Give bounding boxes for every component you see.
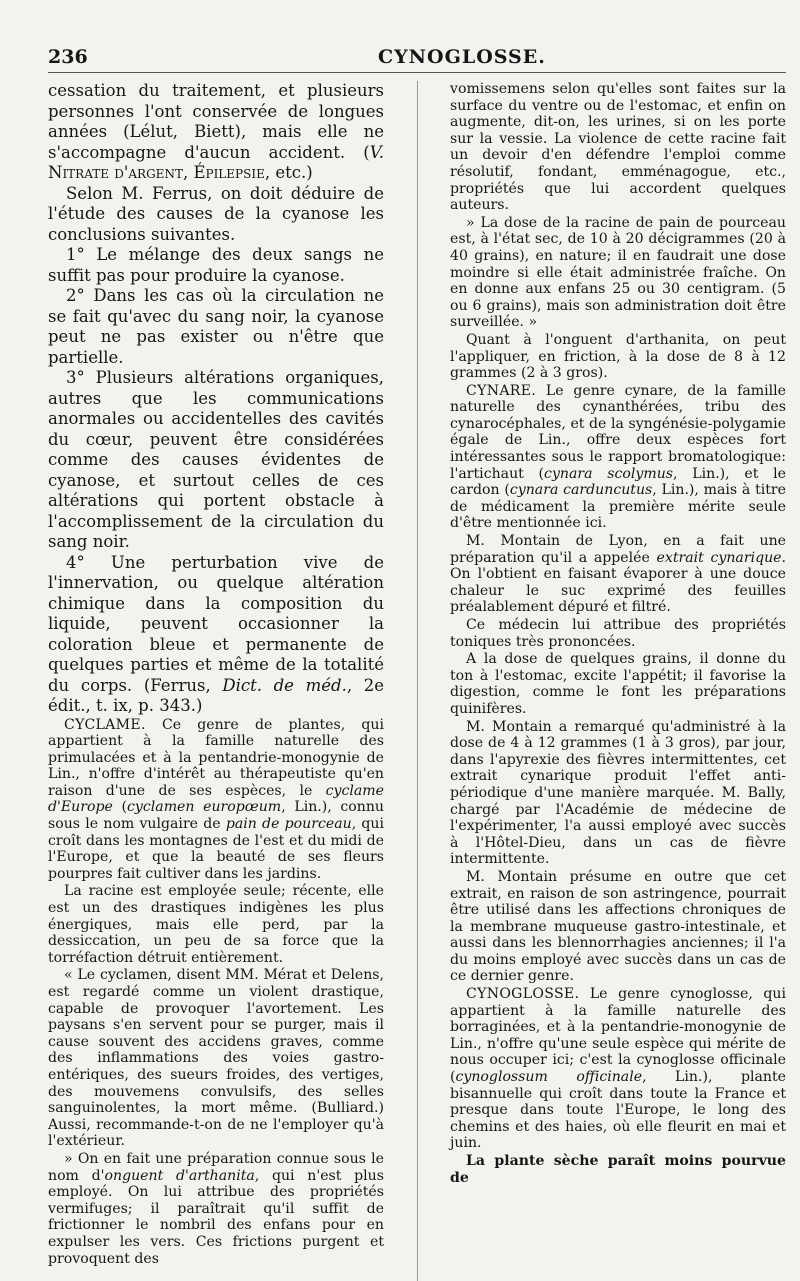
entry-head-cyclame: CYCLAME. [64, 716, 146, 733]
paragraph-conclusion-4: 4° Une perturbation vive de l'innervation, ou quelque altération chimique dans la composition du liquide, peuvent occasionner la coloration bleue et permanente de quelques parties et même de la totalité du corps. (Ferrus, Dict. de méd., 2e édit., t. ix, p. 343.) [48, 552, 384, 715]
paragraph-plante-seche: La plante sèche paraît moins pourvue de [450, 1153, 786, 1186]
paragraph-dose-racine: » La dose de la racine de pain de pourceau est, à l'état sec, de 10 à 20 décigrammes (20 à 40 grains), en nature; il en faudrait une dose moindre si elle était administrée fraîche. On en donne aux enfans 25 ou 30 centigram. (5 ou 6 grains), mais son administration doit être surveillée. » [450, 214, 786, 331]
right-column [450, 81, 786, 1186]
paragraph-montain-presume: M. Montain présume en outre que cet extrait, en raison de son astringence, pourrait être utilisé dans les affections chroniques de la membrane muqueuse gastro-intestinale, et aussi dans les blennorrhagies anciennes; il l'a du moins employé avec succès dans un cas de ce dernier genre. [450, 868, 786, 985]
paragraph-proprietes-toniques: Ce médecin lui attribue des propriétés toniques très prononcées. [450, 617, 786, 650]
entry-cynare: CYNARE. Le genre cynare, de la famille naturelle des cynanthérées, tribu des cynarocéphales, et de la syngénésie-polygamie égale de Lin., offre deux espèces fort intéressantes sous le rapport bromatologique: l'artichaut (cynara scolymus, Lin.), et le cardon (cynara carduncutus, Lin.), mais à titre de médicament la première mérite seule d'être mentionnée ici. [450, 382, 786, 532]
running-head: CYNOGLOSSE. [378, 46, 546, 68]
page-number: 236 [48, 46, 88, 68]
paragraph-dose-grains: A la dose de quelques grains, il donne du ton à l'estomac, excite l'appétit; il favorise la digestion, comme le font les préparations quinifères. [450, 651, 786, 717]
paragraph-racine: La racine est employée seule; récente, elle est un des drastiques indigènes les plus énergiques, mais elle perd, par la dessiccation, un peu de sa force que la torréfaction détruit entièrement. [48, 883, 384, 966]
page-header [48, 44, 786, 73]
paragraph-onguent: » On en fait une préparation connue sous le nom d'onguent d'arthanita, qui n'est plus employé. On lui attribue des propriétés vermifuges; il paraîtrait qu'il suffit de frictionner le nombril des enfans pour en expulser les vers. Ces frictions purgent et provoquent des [48, 1150, 384, 1267]
entry-head-cynoglosse: CYNOGLOSSE. [466, 986, 580, 1003]
paragraph-conclusion-3: 3° Plusieurs altérations organiques, autres que les communications anormales ou accidentelles des cavités du cœur, peuvent être considérées comme des causes évidentes de cyanose, et surtout celles de ces altérations qui portent obstacle à l'accomplissement de la circulation du sang noir. [48, 368, 384, 551]
small-type-section-right [450, 81, 786, 1186]
two-column-body [48, 81, 786, 1281]
paragraph-cyanose-treatment: cessation du traitement, et plusieurs personnes l'ont conservée de longues années (Lélut, Biett), mais elle ne s'accompagne d'aucun accident. (V. Nitrate d'argent, Épilepsie, etc.) [48, 81, 384, 182]
column-divider [417, 81, 418, 1281]
small-type-section-left [48, 717, 384, 1268]
paragraph-montain-preparation: M. Montain de Lyon, en a fait une préparation qu'il a appelée extrait cynarique. On l'obtient en faisant évaporer à une douce chaleur le suc exprimé des feuilles préalablement dépuré et filtré. [450, 533, 787, 616]
left-column [48, 81, 384, 1267]
paragraph-ferrus-conclusions: Selon M. Ferrus, on doit déduire de l'étude des causes de la cyanose les conclusions suivantes. [48, 183, 384, 244]
entry-head-cynare: CYNARE. [466, 382, 537, 399]
entry-cynoglosse: CYNOGLOSSE. Le genre cynoglosse, qui appartient à la famille naturelle des borraginées, et à la pentandrie-monogynie de Lin., n'offre qu'une seule espèce qui mérite de nous occuper ici; c'est la cynoglosse officinale (cynoglossum officinale, Lin.), plante bisannuelle qui croît dans toute la France et presque dans toute l'Europe, le long des chemins et des haies, où elle fleurit en mai et juin. [450, 986, 786, 1152]
paragraph-merat-delens: « Le cyclamen, disent MM. Mérat et Delens, est regardé comme un violent drastique, capable de provoquer l'avortement. Les paysans s'en servent pour se purger, mais il cause souvent des accidens graves, comme des inflammations des voies gastro-entériques, des sueurs froides, des vertiges, des mouvemens convulsifs, des selles sanguinolentes, la mort même. (Bulliard.) Aussi, recommande-t-on de ne l'employer qu'à l'extérieur. [48, 967, 384, 1150]
entry-cyclame: CYCLAME. Ce genre de plantes, qui appartient à la famille naturelle des primulacées et à la pentandrie-monogynie de Lin., n'offre d'intérêt au thérapeutiste qu'en raison d'une de ses espèces, le cyclame d'Europe (cyclamen europœum, Lin.), connu sous le nom vulgaire de pain de pourceau, qui croît dans les montagnes de l'est et du midi de l'Europe, et que la beauté de ses fleurs pourpres fait cultiver dans les jardins. [48, 716, 385, 882]
paragraph-conclusion-1: 1° Le mélange des deux sangs ne suffit pas pour produire la cyanose. [48, 245, 384, 285]
large-type-section [48, 81, 384, 717]
paragraph-montain-remarque: M. Montain a remarqué qu'administré à la dose de 4 à 12 grammes (1 à 3 gros), par jour, dans l'apyrexie des fièvres intermittentes, cet extrait cynarique produit l'effet anti-périodique d'une manière marquée. M. Bally, chargé par l'Académie de médecine de l'expérimenter, l'a aussi employé avec succès à l'Hôtel-Dieu, dans un cas de fièvre intermittente. [450, 718, 786, 868]
paragraph-onguent-application: Quant à l'onguent d'arthanita, on peut l'appliquer, en friction, à la dose de 8 à 12 grammes (2 à 3 gros). [450, 331, 786, 382]
paragraph-vomissemens: vomissemens selon qu'elles sont faites sur la surface du ventre ou de l'estomac, et enfin on augmente, dit-on, les urines, si on les porte sur la vessie. La violence de cette racine fait un devoir d'en défendre l'emploi comme résolutif, fondant, emménagogue, etc., propriétés que lui accordent quelques auteurs. [450, 81, 786, 214]
paragraph-conclusion-2: 2° Dans les cas où la circulation ne se fait qu'avec du sang noir, la cyanose peut ne pas exister ou n'être que partielle. [48, 286, 384, 367]
